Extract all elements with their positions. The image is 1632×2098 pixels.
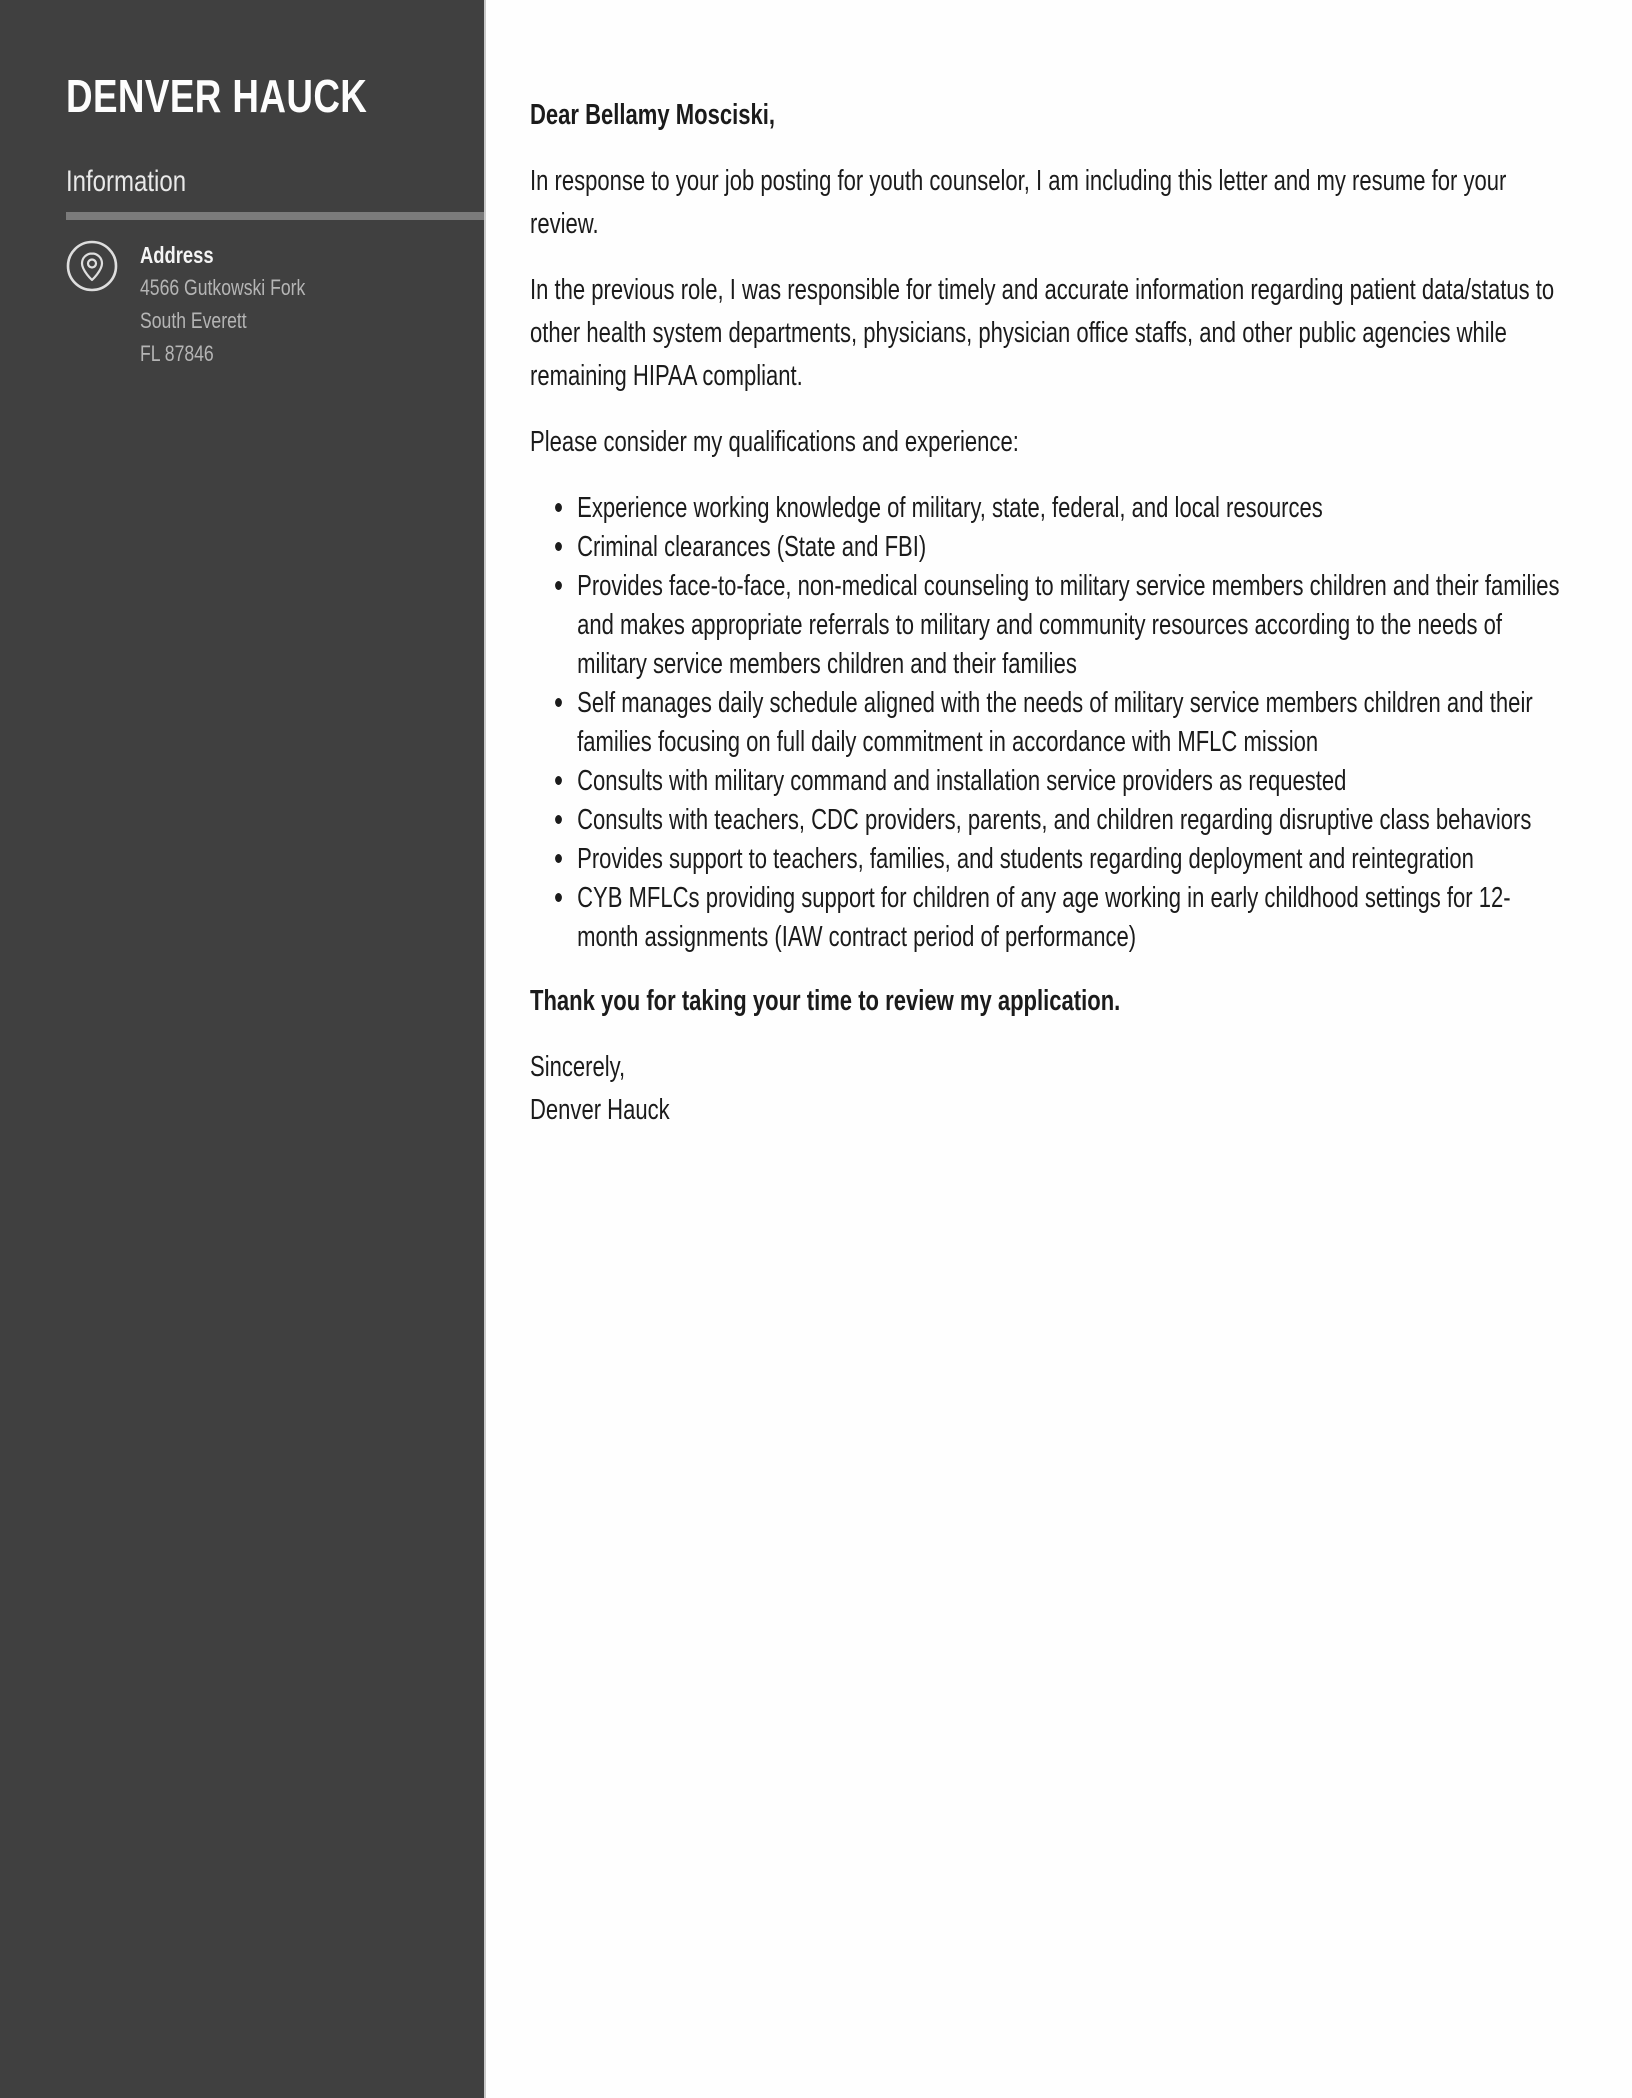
qualification-item: Criminal clearances (State and FBI) bbox=[530, 528, 1567, 567]
qualification-item: Provides face-to-face, non-medical counseling to military service members children and their families and makes appropriate referrals to military and community resources according to the needs of military service members children and their families bbox=[530, 567, 1567, 684]
letter-body bbox=[530, 0, 1567, 1155]
information-section-title: Information bbox=[66, 165, 187, 198]
thanks-line: Thank you for taking your time to review my application. bbox=[530, 985, 1121, 1017]
qualifications-lead-paragraph: Please consider my qualifications and experience: bbox=[530, 426, 1019, 458]
candidate-name: DENVER HAUCK bbox=[66, 70, 368, 122]
address-label: Address bbox=[140, 242, 214, 268]
address-city: South Everett bbox=[140, 308, 247, 333]
qualification-item: Self manages daily schedule aligned with the needs of military service members children and their families focusing on full daily commitment in accordance with MFLC mission bbox=[530, 684, 1567, 762]
address-block bbox=[66, 240, 484, 370]
location-pin-icon bbox=[66, 240, 118, 292]
section-divider bbox=[66, 212, 484, 220]
signature-name: Denver Hauck bbox=[530, 1094, 670, 1126]
qualification-item: Experience working knowledge of military, state, federal, and local resources bbox=[530, 489, 1567, 528]
qualification-item: Consults with military command and installation service providers as requested bbox=[530, 762, 1567, 801]
closing-block bbox=[530, 1046, 1567, 1132]
qualification-item: Consults with teachers, CDC providers, parents, and children regarding disruptive class behaviors bbox=[530, 801, 1567, 840]
sidebar bbox=[0, 0, 484, 2098]
qualifications-list bbox=[530, 489, 1567, 957]
qualification-item: Provides support to teachers, families, and students regarding deployment and reintegration bbox=[530, 840, 1567, 879]
experience-paragraph: In the previous role, I was responsible for timely and accurate information regarding patient data/status to other health system departments, physicians, physician office staffs, and other public agencies while remaining HIPAA compliant. bbox=[530, 274, 1555, 392]
address-state-zip: FL 87846 bbox=[140, 341, 214, 366]
valediction: Sincerely, bbox=[530, 1051, 626, 1083]
address-details bbox=[140, 240, 305, 370]
address-street: 4566 Gutkowski Fork bbox=[140, 275, 306, 300]
qualification-item: CYB MFLCs providing support for children of any age working in early childhood settings for 12-month assignments (IAW contract period of performance) bbox=[530, 879, 1567, 957]
page-seam bbox=[484, 0, 486, 2098]
salutation: Dear Bellamy Mosciski, bbox=[530, 99, 776, 131]
intro-paragraph: In response to your job posting for youth counselor, I am including this letter and my resume for your review. bbox=[530, 165, 1507, 240]
